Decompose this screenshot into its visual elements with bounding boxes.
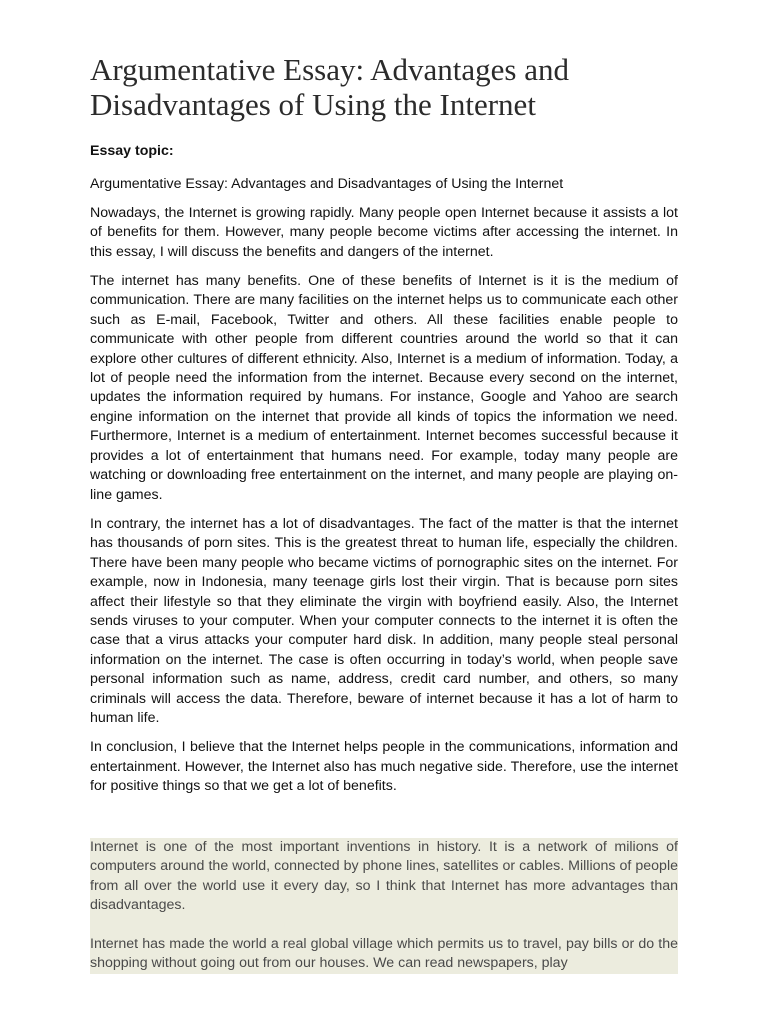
shaded-paragraph-2: Internet has made the world a real global village which permits us to travel, pay bills or do the shopping without going out from our houses. We can read newspapers, play [90, 935, 678, 974]
document-page [90, 52, 678, 974]
benefits-paragraph: The internet has many benefits. One of these benefits of Internet is it is the medium of communication. There are many facilities on the internet helps us to communicate each other such as E-mail, Facebook, Twitter and others. All these facilities enable people to communicate with other people from different countries around the world so that it can explore other cultures of different ethnicity. Also, Internet is a medium of information. Today, a lot of people need the information from the internet. Because every second on the internet, updates the information required by humans. For instance, Google and Yahoo are search engine information on the internet that provide all kinds of topics the information we need. Furthermore, Internet is a medium of entertainment. Internet becomes successful because it provides a lot of entertainment that humans need. For example, today many people are watching or downloading free entertainment on the internet, and many people are playing on-line games. [90, 273, 678, 503]
disadvantages-paragraph: In contrary, the internet has a lot of disadvantages. The fact of the matter is that the internet has thousands of porn sites. This is the greatest threat to human life, especially the children. There have been many people who became victims of pornographic sites on the internet. For example, now in Indonesia, many teenage girls lost their virgin. That is because porn sites affect their lifestyle so that they eliminate the virgin with boyfriend easily. Also, the Internet sends viruses to your computer. When your computer connects to the internet it is often the case that a virus attacks your computer hard disk. In addition, many people steal personal information on the internet. The case is often occurring in today’s world, when people save personal information such as name, address, credit card number, and others, so many criminals will access the data. Therefore, beware of internet because it has a lot of harm to human life. [90, 515, 678, 726]
conclusion-paragraph: In conclusion, I believe that the Internet helps people in the communications, information and entertainment. However, the Internet also has much negative side. Therefore, use the internet for positive things so that we get a lot of benefits. [90, 739, 678, 795]
shaded-spacer [90, 916, 678, 935]
section-spacer [90, 807, 678, 838]
essay-topic-label: Essay topic: [90, 143, 174, 159]
essay-topic-text: Argumentative Essay: Advantages and Disadvantages of Using the Internet [90, 176, 564, 193]
essay-title: Argumentative Essay: Advantages and Disadvantages of Using the Internet [90, 52, 569, 122]
shaded-paragraph-1: Internet is one of the most important inventions in history. It is a network of milions of computers around the world, connected by phone lines, satellites or cables. Millions of people from all over the world use it every day, so I think that Internet has more advantages than disadvantages. [90, 838, 678, 916]
intro-paragraph: Nowadays, the Internet is growing rapidly. Many people open Internet because it assists a lot of benefits for them. However, many people become victims after accessing the internet. In this essay, I will discuss the benefits and dangers of the internet. [90, 204, 678, 260]
